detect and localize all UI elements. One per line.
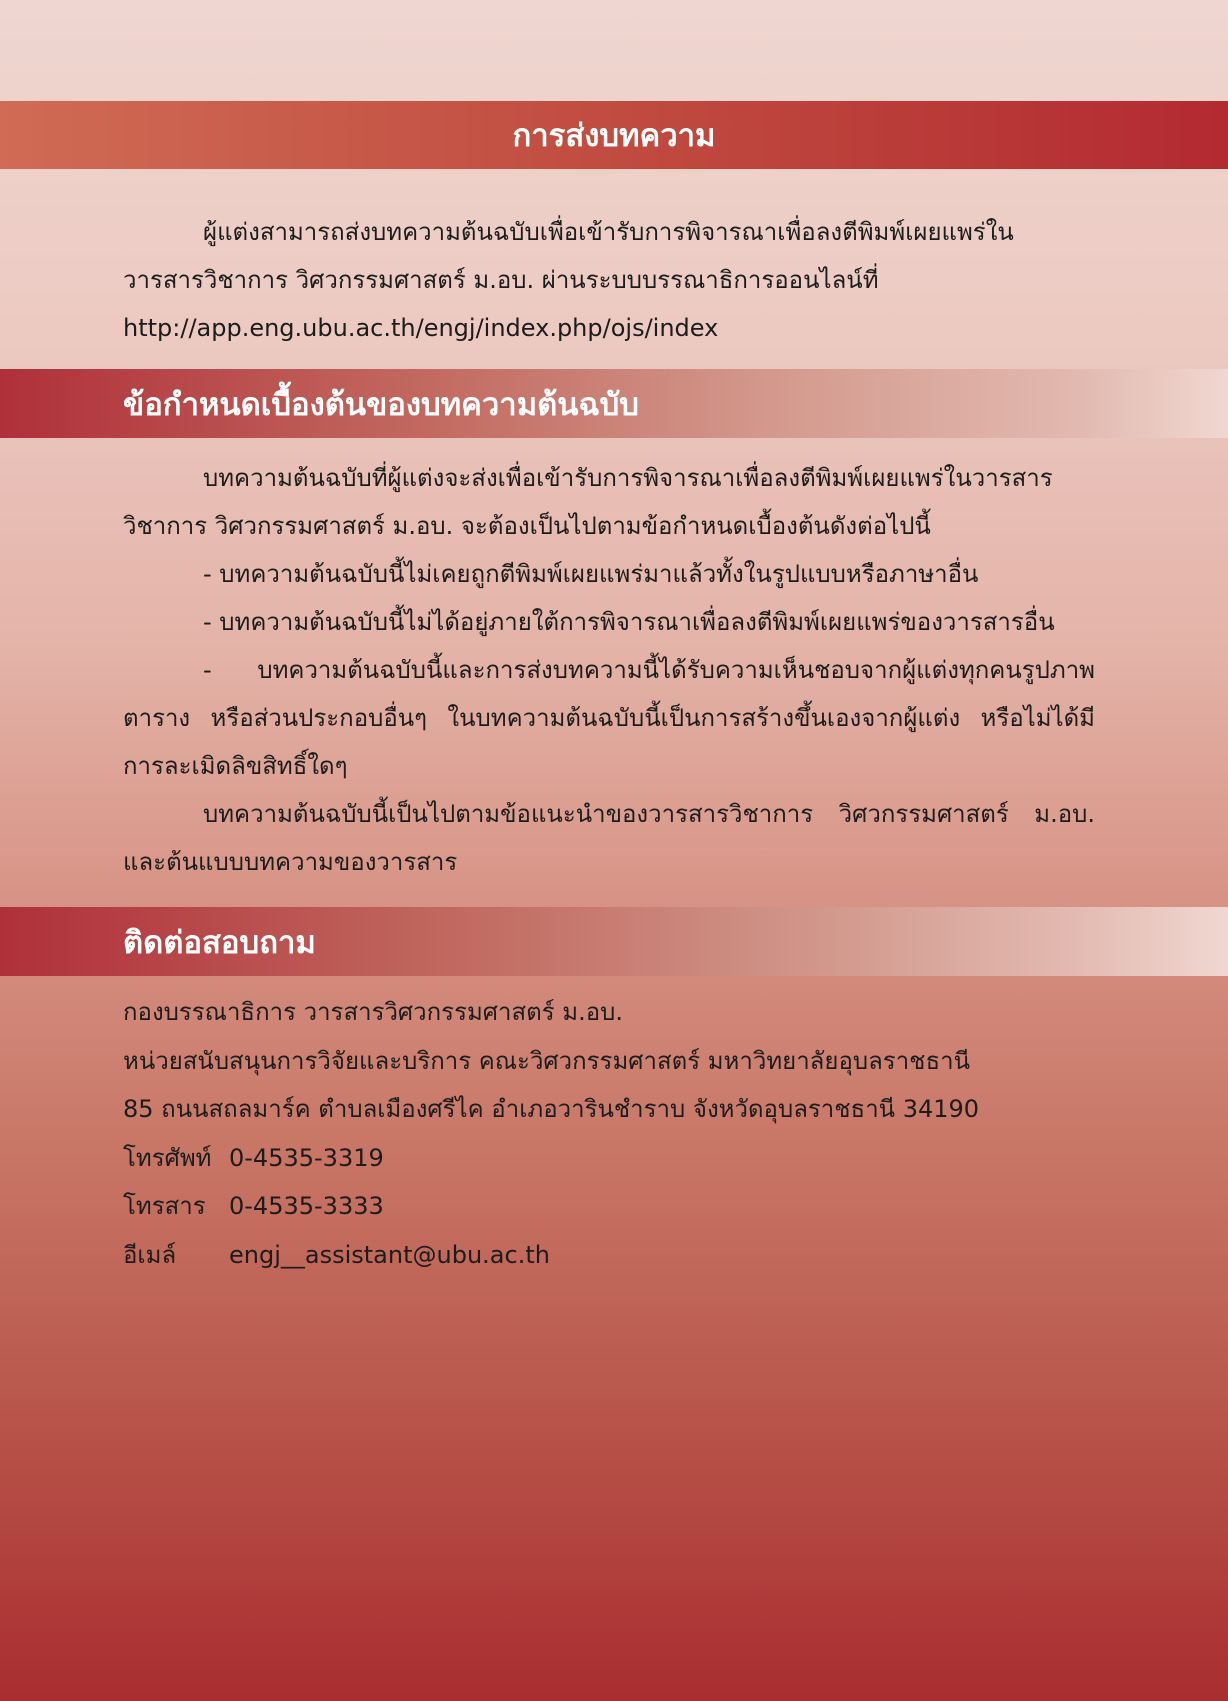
requirements-intro: บทความต้นฉบับที่ผู้แต่งจะส่งเพื่อเข้ารับการพิจารณาเพื่อลงตีพิมพ์เผยแพร่ในวารสาร วิชาการ วิศวกรรมศาสตร์ ม.อบ. จะต้องเป็นไปตามข้อกำหนดเบื้องต้นดังต่อไปนี้ <box>123 464 1053 540</box>
email-label: อีเมล์ <box>123 1240 177 1269</box>
contact-unit: หน่วยสนับสนุนการวิจัยและบริการ คณะวิศวกรรมศาสตร์ มหาวิทยาลัยอุบลราชธานี <box>123 1046 970 1075</box>
requirement-item: - บทความต้นฉบับนี้ไม่ได้อยู่ภายใต้การพิจารณาเพื่อลงตีพิมพ์เผยแพร่ของวารสารอื่น <box>203 608 1055 636</box>
contact-phone-row <box>123 1134 1123 1183</box>
requirement-item: - บทความต้นฉบับนี้ไม่เคยถูกตีพิมพ์เผยแพร่มาแล้วทั้งในรูปแบบหรือภาษาอื่น <box>203 560 979 588</box>
fax-number: 0-4535-3333 <box>229 1192 384 1220</box>
section-header-submission <box>0 101 1228 169</box>
section-title: ติดต่อสอบถาม <box>123 924 316 961</box>
contact-block <box>123 988 1123 1279</box>
requirement-item: - บทความต้นฉบับนี้และการส่งบทความนี้ได้รับความเห็นชอบจากผู้แต่งทุกคนรูปภาพ ตาราง หรือส่วนประกอบอื่นๆ ในบทความต้นฉบับนี้เป็นการสร้างขึ้นเองจากผู้แต่ง หรือไม่ได้มีการละเมิดลิขสิทธิ์ใดๆ <box>123 656 1095 780</box>
phone-label: โทรศัพท์ <box>123 1143 212 1172</box>
submission-paragraph: ผู้แต่งสามารถส่งบทความต้นฉบับเพื่อเข้ารับการพิจารณาเพื่อลงตีพิมพ์เผยแพร่ใน วารสารวิชาการ วิศวกรรมศาสตร์ ม.อบ. ผ่านระบบบรรณาธิการออนไลน์ที่ http://app.eng.ubu.ac.th/engj/index.php/ojs/index <box>123 218 1014 342</box>
email-address[interactable]: engj__assistant@ubu.ac.th <box>229 1240 550 1269</box>
contact-office: กองบรรณาธิการ วารสารวิศวกรรมศาสตร์ ม.อบ. <box>123 998 623 1026</box>
phone-number[interactable]: 0-4535-3319 <box>229 1143 384 1172</box>
requirements-closing: บทความต้นฉบับนี้เป็นไปตามข้อแนะนำของวารสารวิชาการ วิศวกรรมศาสตร์ ม.อบ. และต้นแบบบทความของวารสาร <box>123 800 1095 876</box>
section-header-contact <box>0 907 1228 976</box>
submission-url[interactable]: http://app.eng.ubu.ac.th/engj/index.php/ojs/index <box>123 314 719 342</box>
contact-address: 85 ถนนสถลมาร์ค ตำบลเมืองศรีไค อำเภอวารินชำราบ จังหวัดอุบลราชธานี 34190 <box>123 1095 980 1123</box>
section-title: ข้อกำหนดเบื้องต้นของบทความต้นฉบับ <box>123 386 639 423</box>
contact-fax-row <box>123 1182 1123 1231</box>
contact-email-row <box>123 1231 1123 1280</box>
section-header-requirements <box>0 369 1228 438</box>
fax-label: โทรสาร <box>123 1192 206 1220</box>
section-title: การส่งบทความ <box>512 118 716 154</box>
